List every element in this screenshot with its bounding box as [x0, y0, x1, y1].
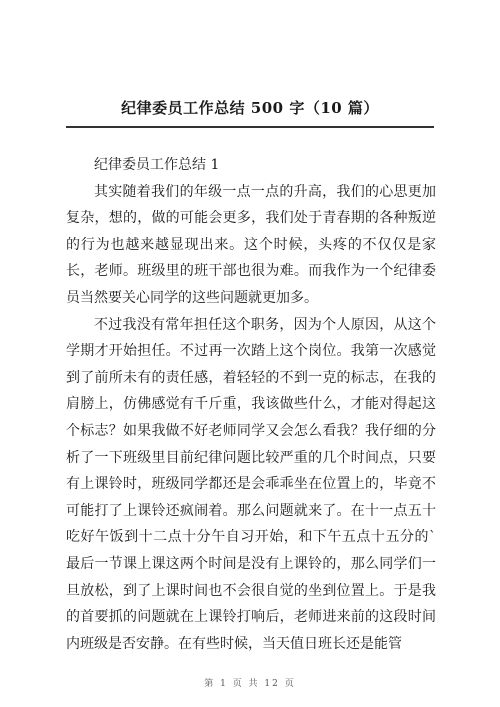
- paragraph-2: 不过我没有常年担任这个职务，因为个人原因，从这个学期才开始担任。不过再一次踏上这个岗位。我第一次感觉到了前所未有的责任感，着轻轻的不到一克的标志，在我的肩膀上，仿佛感觉有千斤重，我该做些什么，才能对得起这个标志？如果我做不好老师同学又会怎么看我？我仔细的分析了一下班级里目前纪律问题比较严重的几个时间点，只要有上课铃时，班级同学都还是会乖乖坐在位置上的，毕竟不可能打了上课铃还疯闹着。那么问题就来了。在十一点五十吃好午饭到十二点十分午自习开始，和下午五点十五分的`最后一节课上课这两个时间是没有上课铃的，那么同学们一旦放松，到了上课时间也不会很自觉的坐到位置上。于是我的首要抓的问题就在上课铃打响后，老师进来前的这段时间内班级是否安静。在有些时候，当天值日班长还是能管: [66, 316, 436, 652]
- page-number-footer: 第 1 页 共 12 页: [204, 679, 296, 689]
- document-title: 纪律委员工作总结 500 字（10 篇）: [121, 99, 379, 117]
- paragraph-1: 其实随着我们的年级一点一点的升高，我们的心思更加复杂，想的，做的可能会更多，我们处于青春期的各种叛逆的行为也越来越显现出来。这个时候，头疼的不仅仅是家长，老师。班级里的班干部也很为难。而我作为一个纪律委员当然要关心同学的这些问题就更加多。: [66, 183, 436, 306]
- document-body: [66, 152, 436, 657]
- title-divider: [66, 126, 434, 128]
- section-heading: 纪律委员工作总结 1: [94, 157, 220, 173]
